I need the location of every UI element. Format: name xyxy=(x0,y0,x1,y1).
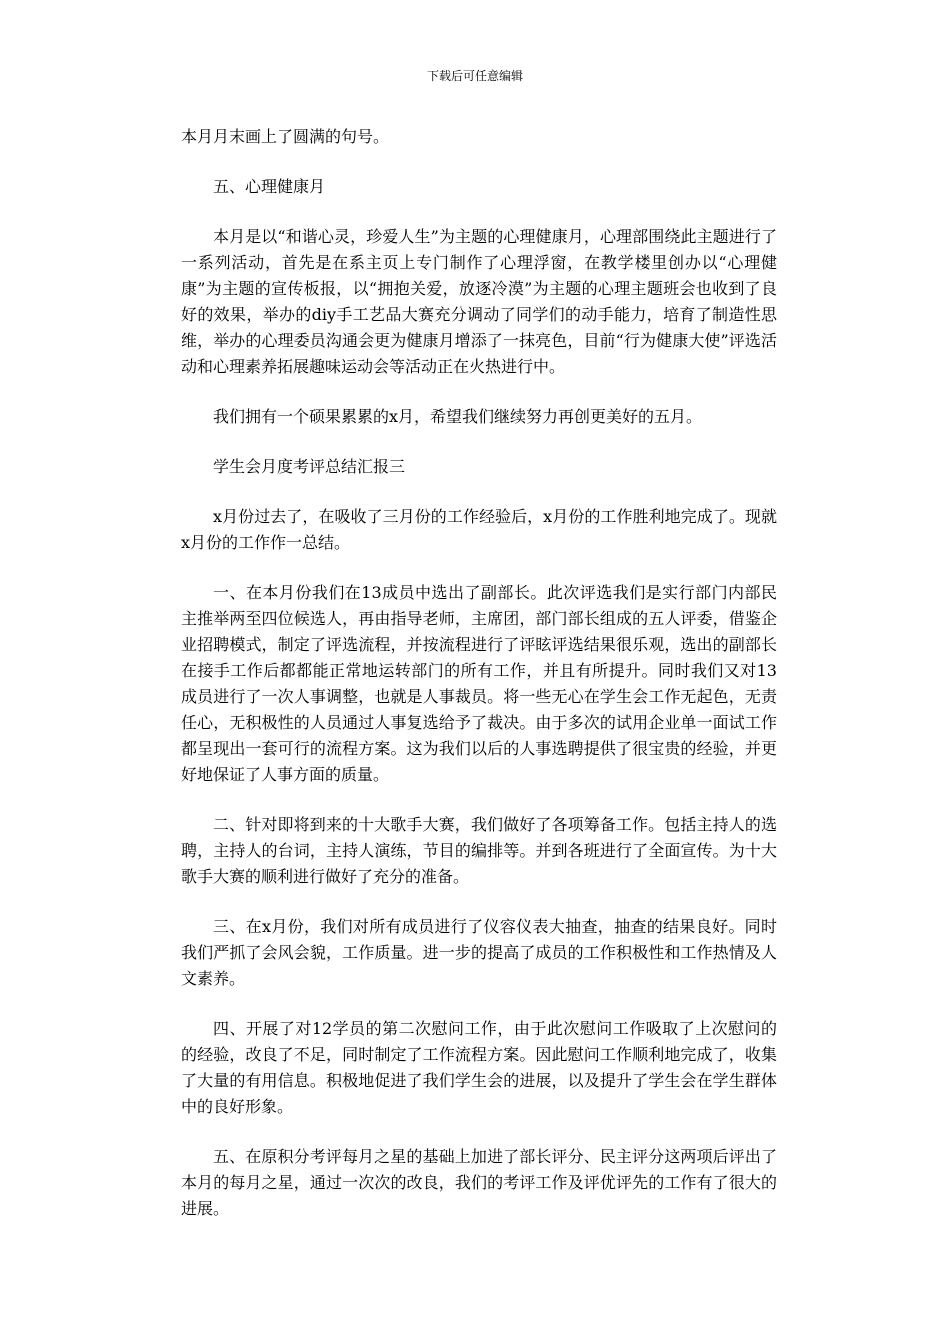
document-body xyxy=(181,124,777,1246)
paragraph-2: 本月是以“和谐心灵，珍爱人生”为主题的心理健康月，心理部围绕此主题进行了一系列活动，首先是在系主页上专门制作了心理浮窗，在教学楼里创办以“心理健康”为主题的宣传板报，以“拥抱关爱，放逐冷漠”为主题的心理主题班会也收到了良好的效果，举办的diy手工艺品大赛充分调动了同学们的动手能力，培育了制造性思维，举办的心理委员沟通会更为健康月增添了一抹亮色，目前“行为健康大使”评选活动和心理素养拓展趣味运动会等活动正在火热进行中。 xyxy=(181,227,777,376)
paragraph-5: 一、在本月份我们在13成员中选出了副部长。此次评选我们是实行部门内部民主推举两至四位候选人，再由指导老师，主席团，部门部长组成的五人评委，借鉴企业招聘模式，制定了评选流程，并按流程进行了评眩评选结果很乐观，选出的副部长在接手工作后都都能正常地运转部门的所有工作，并且有所提升。同时我们又对13成员进行了一次人事调整，也就是人事裁员。将一些无心在学生会工作无起色，无责任心，无积极性的人员通过人事复选给予了裁决。由于多次的试用企业单一面试工作都呈现出一套可行的流程方案。这为我们以后的人事选聘提供了很宝贵的经验，并更好地保证了人事方面的质量。 xyxy=(181,583,777,784)
paragraph-4: x月份过去了，在吸收了三月份的工作经验后，x月份的工作胜利地完成了。现就x月份的工作作一总结。 xyxy=(181,507,777,552)
paragraph-7: 三、在x月份，我们对所有成员进行了仪容仪表大抽查，抽查的结果良好。同时我们严抓了会风会貌，工作质量。进一步的提高了成员的工作积极性和工作热情及人文素养。 xyxy=(181,917,777,988)
paragraph-3: 我们拥有一个硕果累累的x月，希望我们继续努力再创更美好的五月。 xyxy=(213,407,703,426)
paragraph-8: 四、开展了对12学员的第二次慰问工作，由于此次慰问工作吸取了上次慰问的的经验，改良了不足，同时制定了工作流程方案。因此慰问工作顺利地完成了，收集了大量的有用信息。积极地促进了我们学生会的进展，以及提升了学生会在学生群体中的良好形象。 xyxy=(181,1019,777,1116)
paragraph-1: 本月月末画上了圆满的句号。 xyxy=(181,127,390,146)
paragraph-6: 二、针对即将到来的十大歌手大赛，我们做好了各项筹备工作。包括主持人的选聘，主持人的台词，主持人演练，节目的编排等。并到各班进行了全面宣传。为十大歌手大赛的顺利进行做好了充分的准备。 xyxy=(181,815,777,886)
page-header: 下载后可任意编辑 xyxy=(426,69,523,83)
section-heading-report-three: 学生会月度考评总结汇报三 xyxy=(213,457,406,476)
paragraph-9: 五、在原积分考评每月之星的基础上加进了部长评分、民主评分这两项后评出了本月的每月之星，通过一次次的改良，我们的考评工作及评优评先的工作有了很大的进展。 xyxy=(181,1147,777,1218)
section-heading-mental-health-month: 五、心理健康月 xyxy=(213,177,326,196)
